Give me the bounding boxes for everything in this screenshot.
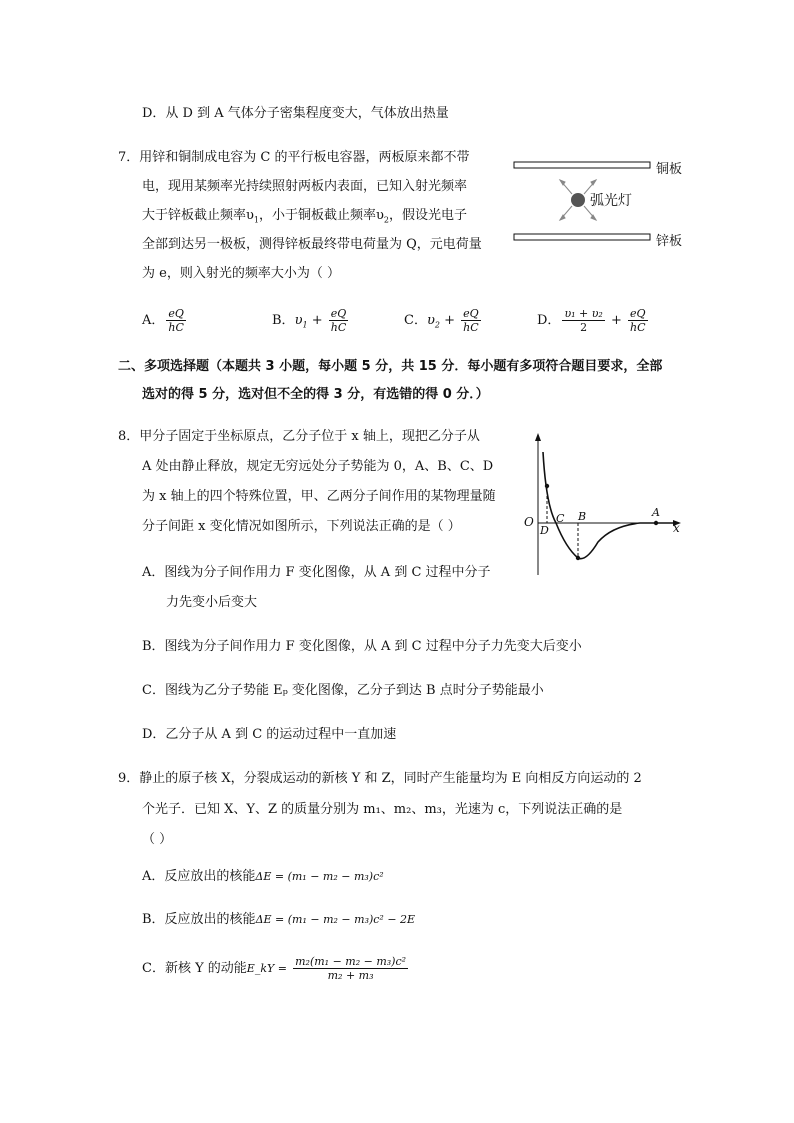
q7-option-d: D． $\frac{\text{υ₁ + υ₂}}{2}$ + $\frac{eQ}{hC}$ bbox=[537, 307, 646, 334]
graph-point-d: D bbox=[540, 524, 549, 537]
q8-graph bbox=[520, 430, 685, 578]
q7-option-c: C．$\upsilon_2$ + $\frac{eQ}{hC}$ bbox=[404, 307, 479, 334]
q9-option-a: A．反应放出的核能ΔE = (m₁ − m₂ − m₃)c² bbox=[142, 869, 384, 884]
q9-option-b: B．反应放出的核能ΔE = (m₁ − m₂ − m₃)c² − 2E bbox=[142, 912, 416, 927]
q6-option-d: D．从 D 到 A 气体分子密集程度变大，气体放出热量 bbox=[142, 106, 449, 121]
section2-header-line-1: 二、多项选择题（本题共 3 小题，每小题 5 分，共 15 分．每小题有多项符合题目要求，全部 bbox=[118, 359, 663, 374]
graph-x-label: x bbox=[673, 521, 680, 535]
q7-line-5: 为 e，则入射光的频率大小为（ ） bbox=[142, 266, 340, 281]
arc-lamp-label: 弧光灯 bbox=[590, 193, 632, 209]
q8-option-a-line-1: A．图线为分子间作用力 F 变化图像，从 A 到 C 过程中分子 bbox=[142, 565, 491, 580]
q7-line-1: 7．用锌和铜制成电容为 C 的平行板电容器，两板原来都不带 bbox=[118, 150, 470, 165]
q8-line-2: A 处由静止释放，规定无穷远处分子势能为 0，A、B、C、D bbox=[142, 459, 494, 474]
q8-option-a-line-2: 力先变小后变大 bbox=[166, 595, 258, 610]
q9-formula-a: ΔE = (m₁ − m₂ − m₃)c² bbox=[255, 870, 384, 883]
q9-formula-c-fraction: $\frac{\text{m₂(m₁ − m₂ − m₃)c²}}{\text{m₂ + m₃}}$ bbox=[295, 955, 407, 982]
q8-graph-svg bbox=[520, 430, 685, 578]
zinc-plate-label: 锌板 bbox=[656, 234, 683, 249]
q9-formula-c-lhs: E_kY = bbox=[246, 962, 287, 975]
q8-option-b: B．图线为分子间作用力 F 变化图像，从 A 到 C 过程中分子力先变大后变小 bbox=[142, 639, 582, 654]
copper-plate-label: 铜板 bbox=[656, 162, 683, 177]
q7-option-b: B．$\upsilon_1$ + $\frac{eQ}{hC}$ bbox=[272, 307, 347, 334]
q9-line-3: （ ） bbox=[142, 832, 173, 847]
q7-option-a: A． $\frac{eQ}{hC}$ bbox=[142, 307, 184, 334]
q8-line-4: 分子间距 x 变化情况如图所示，下列说法正确的是（ ） bbox=[142, 519, 461, 534]
q8-option-c: C．图线为乙分子势能 Eₚ 变化图像，乙分子到达 B 点时分子势能最小 bbox=[142, 683, 544, 698]
q9-line-2: 个光子．已知 X、Y、Z 的质量分别为 m₁、m₂、m₃，光速为 c，下列说法正确的是 bbox=[142, 802, 623, 817]
graph-point-c: C bbox=[556, 512, 565, 525]
q8-option-d: D．乙分子从 A 到 C 的运动过程中一直加速 bbox=[142, 727, 397, 742]
q9-formula-b: ΔE = (m₁ − m₂ − m₃)c² − 2E bbox=[255, 913, 416, 926]
q7-line-3: 大于锌板截止频率$\upsilon_1$，小于铜板截止频率$\upsilon_2$，假设光电子 bbox=[142, 208, 468, 225]
graph-origin-label: O bbox=[524, 515, 534, 529]
q8-line-3: 为 x 轴上的四个特殊位置，甲、乙两分子间作用的某物理量随 bbox=[142, 489, 496, 504]
q7-line-4: 全部到达另一极板，测得锌板最终带电荷量为 Q，元电荷量 bbox=[142, 237, 482, 252]
graph-point-a: A bbox=[652, 506, 660, 519]
graph-point-b: B bbox=[578, 510, 587, 523]
q7-line-2: 电，现用某频率光持续照射两板内表面，已知入射光频率 bbox=[142, 179, 468, 194]
section2-header-line-2: 选对的得 5 分，选对但不全的得 3 分，有选错的得 0 分．） bbox=[142, 387, 489, 402]
q9-option-c: C．新核 Y 的动能E_kY = $\frac{\text{m₂(m₁ − m₂ − m₃)c²}}{\text{m₂ + m₃}}$ bbox=[142, 955, 407, 982]
q9-line-1: 9．静止的原子核 X，分裂成运动的新核 Y 和 Z，同时产生能量均为 E 向相反方向运动的 2 bbox=[118, 771, 642, 786]
q8-line-1: 8．甲分子固定于坐标原点，乙分子位于 x 轴上，现把乙分子从 bbox=[118, 429, 480, 444]
